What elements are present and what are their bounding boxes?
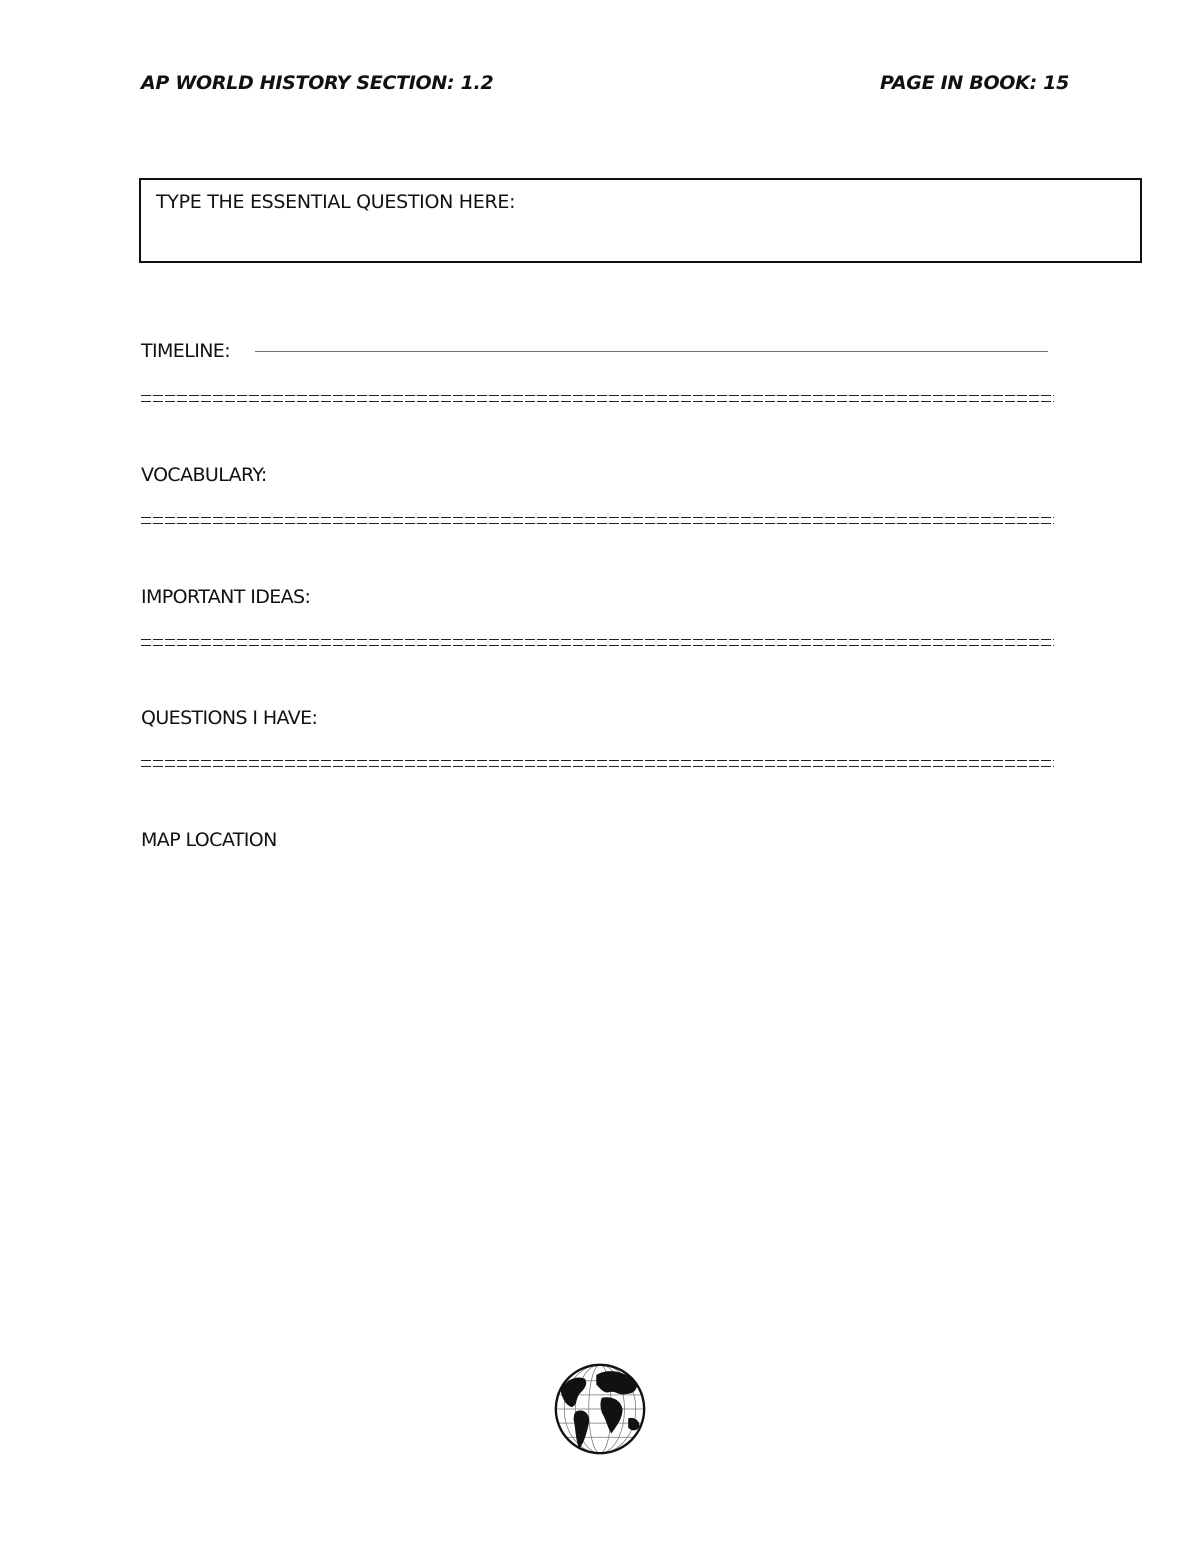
important-ideas-label: IMPORTANT IDEAS: (141, 586, 311, 608)
section-divider (141, 639, 1054, 646)
questions-label: QUESTIONS I HAVE: (141, 707, 318, 729)
map-location-label: MAP LOCATION (141, 829, 277, 851)
section-divider (141, 517, 1054, 524)
section-divider (141, 395, 1054, 402)
vocabulary-label: VOCABULARY: (141, 464, 267, 486)
section-divider (141, 760, 1054, 767)
essential-question-box[interactable] (139, 178, 1142, 263)
globe-icon (553, 1362, 647, 1456)
essential-question-label: TYPE THE ESSENTIAL QUESTION HERE: (156, 191, 516, 213)
section-header: AP WORLD HISTORY SECTION: 1.2 (141, 72, 494, 94)
page-in-book: PAGE IN BOOK: 15 (880, 72, 1070, 94)
timeline-line (255, 351, 1048, 352)
timeline-label: TIMELINE: (141, 340, 231, 362)
